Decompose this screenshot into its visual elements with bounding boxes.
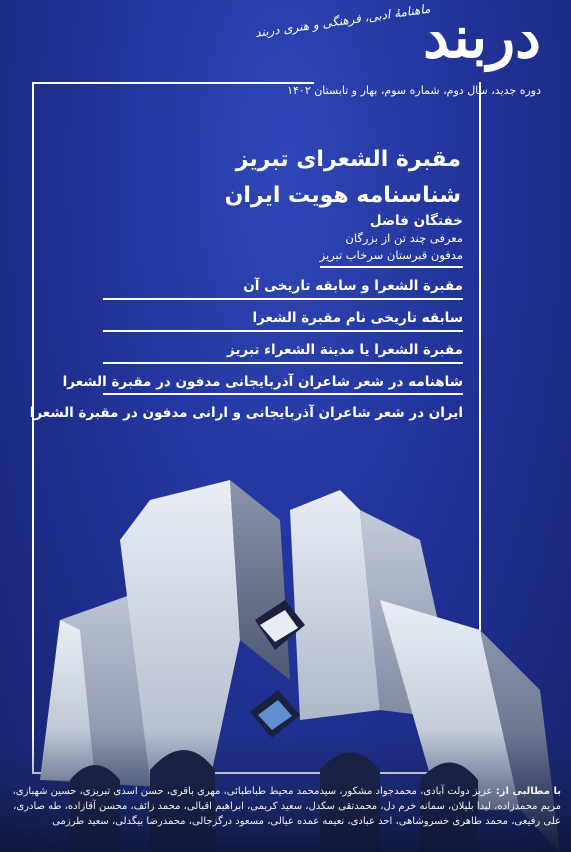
contents-item-2 <box>103 277 463 300</box>
contents-item-3 <box>103 309 463 332</box>
contents-item-2-label: مقبرة الشعرا و سابقه تاریخی آن <box>243 277 463 294</box>
contents-item-1-title: خفتگان فاضل <box>369 213 463 229</box>
contents-item-1-subtitle-1: معرفی چند تن از بزرگان <box>345 230 463 245</box>
contents-item-5 <box>62 373 463 396</box>
contents-item-1-subtitle-2: مدفون قبرستان سرخاب تبریز <box>320 248 463 268</box>
headline-line-2: شناسنامه هویت ایران <box>224 183 461 208</box>
contents-list <box>29 212 463 432</box>
divider <box>103 330 463 332</box>
cover-frame-top <box>32 82 314 84</box>
divider <box>103 393 463 395</box>
contributors-list <box>8 784 561 829</box>
contents-item-1 <box>103 212 463 268</box>
divider <box>103 298 463 300</box>
magazine-tagline: ماهنامهٔ ادبی، فرهنگی و هنری دربند <box>254 1 432 40</box>
magazine-logo: دربند <box>423 3 541 71</box>
main-headline <box>141 142 461 214</box>
divider <box>103 362 463 364</box>
contents-item-6-label: ایران در شعر شاعران آذربایجانی و ارانی مدفون در مقبرة الشعرا <box>29 405 463 422</box>
contents-item-4 <box>103 341 463 364</box>
headline-line-1: مقبرة الشعرای تبریز <box>235 147 461 172</box>
contents-item-6 <box>29 404 463 423</box>
contributors-names: عزیز دولت آبادی، محمدجواد مشکور، سیدمحمد محیط طباطبائی، مهری باقری، حسن اسدی تبریزی، حسین شهبازی، مریم محمدزاده، لیدا بلیلان، سمانه خرم دل، محمدتقی سکدل، سعید کریمی، ابراهیم اقبالی، محمد زائف، محسن آقازاده، طه صادری، علی رفیعی، محمد طاهری خسروشاهی، احد عبادی، نعیمه عمده عیالی، مسعود درگزجالی، محمدرضا بیگدلی، سعید طرزمی <box>12 786 561 827</box>
contents-item-5-label: شاهنامه در شعر شاعران آذربایجانی مدفون در مقبرة الشعرا <box>62 373 463 390</box>
issue-info: دوره جدید، سال دوم، شماره سوم، بهار و تابستان ۱۴۰۲ <box>287 84 541 97</box>
contents-item-3-label: سابقه تاریخی نام مقبرة الشعرا <box>252 309 463 326</box>
contributors-lead: با مطالبی از: <box>495 786 561 797</box>
contents-item-4-label: مقبرة الشعرا یا مدینة الشعراء تبریز <box>226 341 463 358</box>
